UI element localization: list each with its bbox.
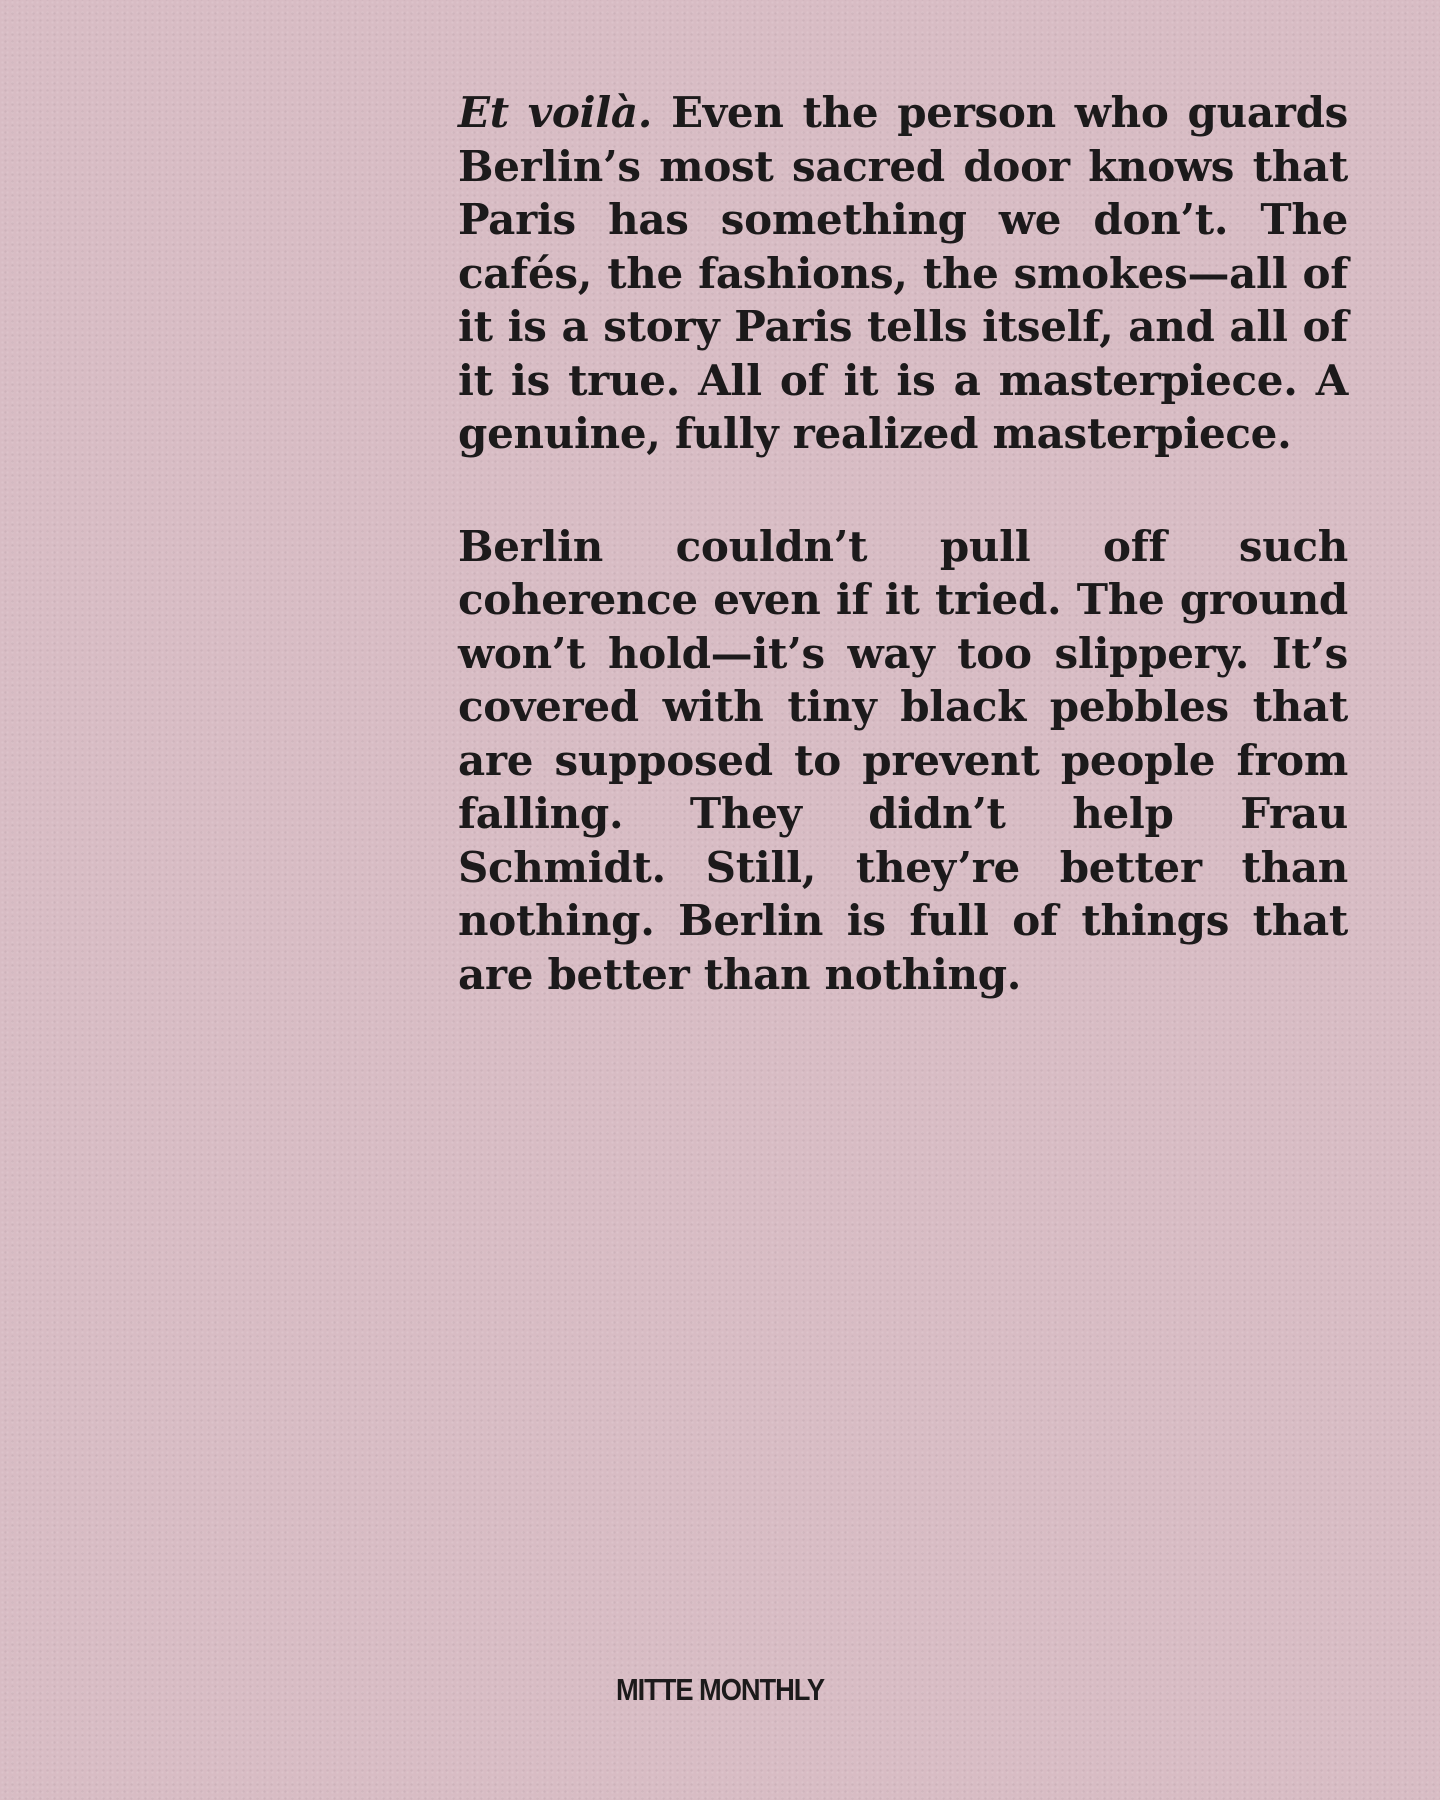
paragraph-lead-italic: Et voilà. <box>458 88 653 137</box>
article-paragraph-2 <box>458 520 1348 1002</box>
article-body <box>458 86 1348 1060</box>
paragraph-1-text: Even the person who guards Berlin’s most sacred door knows that Paris has something we don’t. The cafés, the fashions, the smokes—all of it is a story Paris tells itself, and all of it is true. All of it is a masterpiece. A genuine, fully realized masterpiece. <box>458 88 1349 458</box>
article-paragraph-1 <box>458 86 1348 461</box>
paragraph-2-text: Berlin couldn’t pull off such coherence even if it tried. The ground won’t hold—it’s way too slippery. It’s covered with tiny black pebbles that are supposed to prevent people from falling. They didn’t help Frau Schmidt. Still, they’re better than nothing. Berlin is full of things that are better than nothing. <box>458 521 1348 999</box>
publication-masthead: MITTE MONTHLY <box>615 1672 825 1707</box>
